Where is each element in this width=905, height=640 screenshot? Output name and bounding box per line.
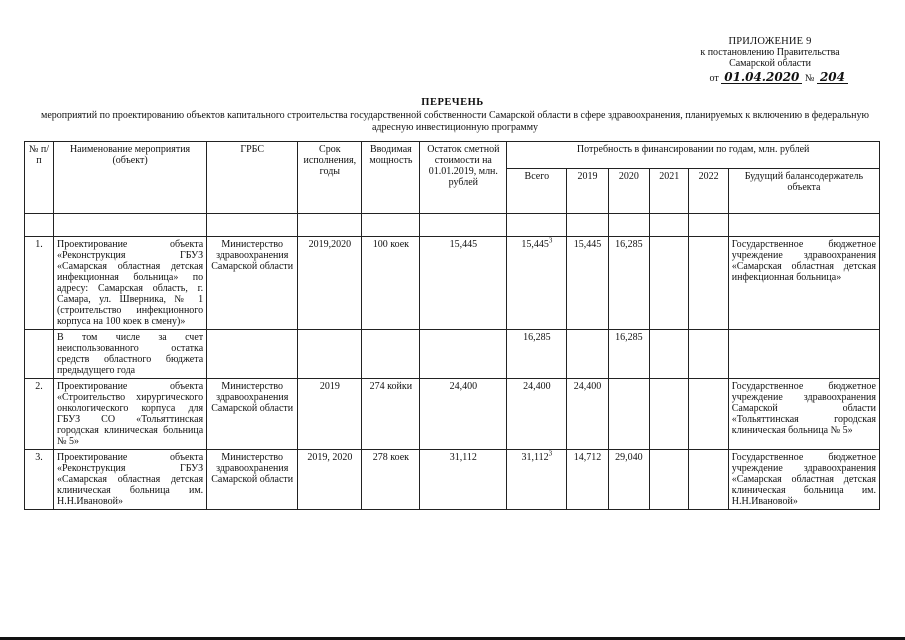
header-grbs: ГРБС bbox=[207, 142, 298, 214]
table-row bbox=[25, 330, 880, 379]
header-remainder: Остаток сметной стоимости на 01.01.2019, млн. рублей bbox=[420, 142, 507, 214]
row-grbs: Министерство здравоохранения Самарской области bbox=[207, 237, 298, 330]
row-term: 2019 bbox=[298, 379, 362, 450]
table-row bbox=[25, 450, 880, 510]
row-remainder bbox=[420, 330, 507, 379]
handwritten-number: 204 bbox=[817, 71, 848, 84]
row-2021 bbox=[650, 237, 689, 330]
row-holder: Государственное бюджетное учреждение здравоохранения «Самарская областная детская клиническая больница им. Н.Н.Ивановой» bbox=[728, 450, 879, 510]
row-num: 3. bbox=[25, 450, 54, 510]
row-2021 bbox=[650, 450, 689, 510]
row-total-value: 24,400 bbox=[523, 381, 551, 392]
row-total-footnote: 3 bbox=[548, 449, 553, 458]
row-name: Проектирование объекта «Строительство хирургического онкологического корпуса для ГБУЗ СО «Тольяттинская городская клиническая больница № 5» bbox=[53, 379, 206, 450]
row-name: Проектирование объекта «Реконструкция ГБУЗ «Самарская областная детская клиническая больница им. Н.Н.Ивановой» bbox=[53, 450, 206, 510]
handwritten-date: 01.04.2020 bbox=[721, 71, 802, 84]
row-2022 bbox=[689, 330, 728, 379]
header-2019: 2019 bbox=[567, 169, 608, 214]
row-term: 2019,2020 bbox=[298, 237, 362, 330]
row-term bbox=[298, 330, 362, 379]
row-2021 bbox=[650, 379, 689, 450]
row-capacity: 274 койки bbox=[362, 379, 420, 450]
row-holder: Государственное бюджетное учреждение здравоохранения «Самарская областная детская инфекционная больница» bbox=[728, 237, 879, 330]
header-2020: 2020 bbox=[608, 169, 649, 214]
row-total bbox=[507, 379, 567, 450]
annex-date-line bbox=[690, 71, 850, 84]
document-subtitle: мероприятий по проектированию объектов капитального строительства государственной собственности Самарской области в сфере здравоохранения, планируемых к включению в федеральную адресную инвестиционную программу bbox=[40, 110, 870, 133]
table-row bbox=[25, 379, 880, 450]
row-2019: 15,445 bbox=[567, 237, 608, 330]
row-2019: 14,712 bbox=[567, 450, 608, 510]
header-capacity: Вводимая мощность bbox=[362, 142, 420, 214]
table-header-row bbox=[25, 142, 880, 169]
row-name: В том числе за счет неиспользованного остатка средств областного бюджета предыдущего года bbox=[53, 330, 206, 379]
table-spacer-row bbox=[25, 214, 880, 237]
row-num: 1. bbox=[25, 237, 54, 330]
row-capacity: 278 коек bbox=[362, 450, 420, 510]
row-term: 2019, 2020 bbox=[298, 450, 362, 510]
table-row bbox=[25, 237, 880, 330]
header-need: Потребность в финансировании по годам, млн. рублей bbox=[507, 142, 880, 169]
row-remainder: 15,445 bbox=[420, 237, 507, 330]
row-name: Проектирование объекта «Реконструкция ГБУЗ «Самарская областная детская инфекционная больница» по адресу: Самарская область, г. Самара, ул. Шверника, № 1 (строительство инфекционного корпуса на 100 коек в смену)» bbox=[53, 237, 206, 330]
row-holder: Государственное бюджетное учреждение здравоохранения Самарской области «Тольяттинская городская клиническая больница № 5» bbox=[728, 379, 879, 450]
row-2022 bbox=[689, 379, 728, 450]
row-total-value: 31,112 bbox=[521, 452, 549, 463]
row-2019: 24,400 bbox=[567, 379, 608, 450]
row-total bbox=[507, 330, 567, 379]
date-prefix: от bbox=[709, 73, 719, 84]
row-2020: 29,040 bbox=[608, 450, 649, 510]
header-num: № п/п bbox=[25, 142, 54, 214]
row-total-footnote: 3 bbox=[548, 236, 553, 245]
row-2020 bbox=[608, 379, 649, 450]
row-grbs: Министерство здравоохранения Самарской области bbox=[207, 379, 298, 450]
row-2020: 16,285 bbox=[608, 237, 649, 330]
annex-block bbox=[690, 36, 850, 84]
row-2019 bbox=[567, 330, 608, 379]
row-remainder: 31,112 bbox=[420, 450, 507, 510]
annex-line3: Самарской области bbox=[729, 58, 811, 69]
row-grbs bbox=[207, 330, 298, 379]
document-title: ПЕРЕЧЕНЬ bbox=[421, 97, 484, 108]
header-holder: Будущий балансодержатель объекта bbox=[728, 169, 879, 214]
row-capacity bbox=[362, 330, 420, 379]
header-2022: 2022 bbox=[689, 169, 728, 214]
row-total-value: 15,445 bbox=[521, 239, 549, 250]
row-grbs: Министерство здравоохранения Самарской области bbox=[207, 450, 298, 510]
row-2020: 16,285 bbox=[608, 330, 649, 379]
measures-table bbox=[24, 141, 880, 510]
annex-title: ПРИЛОЖЕНИЕ 9 bbox=[728, 36, 812, 47]
header-name: Наименование мероприятия (объект) bbox=[53, 142, 206, 214]
row-num bbox=[25, 330, 54, 379]
row-remainder: 24,400 bbox=[420, 379, 507, 450]
row-num: 2. bbox=[25, 379, 54, 450]
number-prefix: № bbox=[804, 73, 815, 84]
row-total bbox=[507, 450, 567, 510]
annex-line2: к постановлению Правительства bbox=[700, 47, 840, 58]
header-term: Срок исполнения, годы bbox=[298, 142, 362, 214]
row-holder bbox=[728, 330, 879, 379]
row-2022 bbox=[689, 237, 728, 330]
row-2022 bbox=[689, 450, 728, 510]
header-2021: 2021 bbox=[650, 169, 689, 214]
row-total-value: 16,285 bbox=[523, 332, 551, 343]
row-total bbox=[507, 237, 567, 330]
row-capacity: 100 коек bbox=[362, 237, 420, 330]
header-total: Всего bbox=[507, 169, 567, 214]
row-2021 bbox=[650, 330, 689, 379]
